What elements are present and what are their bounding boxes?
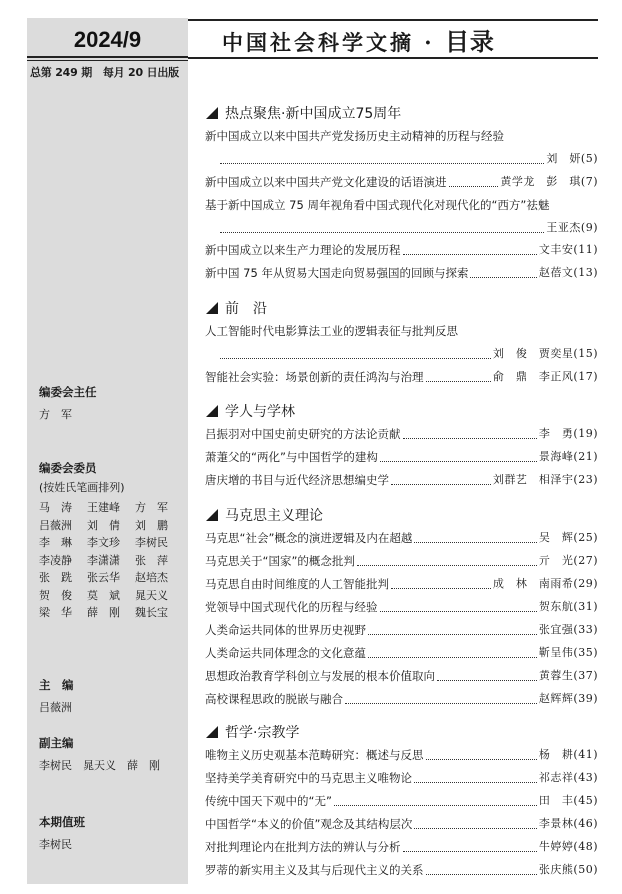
header-top-rule [188,19,598,21]
committee-list [39,499,183,622]
toc-entry-author-page: 景海峰(21) [538,450,598,463]
toc-entry-page: 17 [578,370,594,383]
issue-info: 总第 249 期 每月 20 日出版 [30,66,179,79]
section-heading [206,401,295,421]
toc-entry-author-page: 祁志祥(43) [538,771,598,784]
toc-entry-title: 马克思“社会”概念的演进逻辑及内在超越 [205,531,413,545]
toc-entry-page: 46 [578,817,594,830]
committee-row [39,604,183,622]
toc-entry-title: 新中国成立以来中国共产党发扬历史主动精神的历程与经验 [205,129,504,143]
toc-entry-continuation [218,345,598,363]
toc-entry-title: 新中国成立以来中国共产党文化建设的话语演进 [205,175,447,189]
toc-entry[interactable] [205,368,598,386]
toc-entry[interactable] [205,746,598,764]
toc-entry[interactable] [205,667,598,685]
toc-entry[interactable] [205,792,598,810]
toc-entry-title: 罗蒂的新实用主义及其与后现代主义的关系 [205,863,424,877]
toc-label: 目录 [444,27,495,56]
committee-member: 李树民 [135,536,168,549]
committee-row [39,534,183,552]
deputy-editor-names: 李树民 晁天义 薛 刚 [39,759,160,772]
toc-entry-authors: 祁志祥 [538,771,574,784]
toc-entry-author-page: 张庆熊(50) [538,863,598,876]
toc-entry-authors: 杨 耕 [538,748,574,761]
leader-dots [391,575,491,589]
toc-entry-author-page: 刘 妍(5) [546,152,598,165]
leader-dots [220,150,544,164]
committee-member: 薛 刚 [87,606,120,619]
committee-member: 魏长宝 [135,606,168,619]
toc-entry[interactable] [205,815,598,833]
toc-entry-authors: 黄学龙 彭 琪 [500,175,581,188]
toc-entry-title: 高校课程思政的脱嵌与融合 [205,692,343,706]
toc-entry[interactable] [205,196,598,214]
toc-entry-authors: 文丰安 [538,243,574,256]
leader-dots [403,425,537,439]
toc-entry[interactable] [205,529,598,547]
editor-name: 吕薇洲 [39,701,72,714]
toc-entry-page: 39 [578,692,594,705]
section-heading-text: 哲学·宗教学 [225,725,300,741]
toc-entry[interactable] [205,552,598,570]
toc-entry-authors: 李景林 [538,817,574,830]
leader-dots [426,368,491,382]
toc-entry[interactable] [205,598,598,616]
toc-entry-author-page: 吴 辉(25) [538,531,598,544]
leader-dots [345,690,537,704]
committee-member: 贺 俊 [39,588,72,602]
leader-dots [414,769,537,783]
committee-block [39,460,183,622]
toc-entry-author-page: 成 林 南雨希(29) [492,577,598,590]
sidebar-rule [27,60,188,61]
toc-entry-authors: 靳呈伟 [538,646,574,659]
toc-entry-authors: 赵辉辉 [538,692,574,705]
toc-entry-page: 23 [578,473,594,486]
toc-entry-title: 吕振羽对中国史前史研究的方法论贡献 [205,427,401,441]
leader-dots [357,552,537,566]
toc-entry-title: 人类命运共同体的世界历史视野 [205,623,366,637]
toc-entry-authors: 刘群艺 相泽宇 [492,473,574,486]
deputy-editor-label: 副主编 [39,736,74,750]
toc-entry-author-page: 刘 俊 贾奕星(15) [492,347,598,360]
toc-entry-authors: 赵蓓文 [538,266,574,279]
toc-entry-authors: 田 丰 [538,794,574,807]
toc-entry-title: 智能社会实验：场景创新的责任鸿沟与治理 [205,370,424,384]
committee-member: 李凌静 [39,553,72,567]
toc-entry-author-page: 李 勇(19) [538,427,598,440]
toc-entry-title: 传统中国天下观中的“无” [205,794,332,808]
toc-entry-page: 13 [578,266,594,279]
committee-member: 马 涛 [39,501,72,514]
committee-row [39,552,183,570]
issue-year: 2024/9 [73,27,142,52]
journal-name: 中国社会科学文摘 · [222,30,445,55]
committee-label: 编委会委员 [39,461,97,475]
toc-entry-page: 37 [578,669,594,682]
toc-entry-title: 基于新中国成立 75 周年视角看中国式现代化对现代化的“西方”祛魅 [205,198,550,212]
committee-member: 刘 鹏 [135,518,168,532]
toc-entry-author-page: 文丰安(11) [538,243,598,256]
triangle-bullet-icon [206,107,218,119]
toc-entry-author-page: 赵辉辉(39) [538,692,598,705]
editorial-director-block [39,384,97,424]
toc-entry-author-page: 刘群艺 相泽宇(23) [492,473,598,486]
triangle-bullet-icon [206,509,218,521]
toc-entry-title: 人工智能时代电影算法工业的逻辑表征与批判反思 [205,324,458,338]
toc-entry[interactable] [205,448,598,466]
editorial-director-label: 编委会主任 [39,385,97,399]
toc-entry[interactable] [205,425,598,443]
leader-dots [391,471,491,485]
section-heading-text: 前 沿 [225,301,267,317]
toc-entry-authors: 俞 鼎 李正风 [492,370,574,383]
toc-entry-page: 50 [578,863,594,876]
toc-entry[interactable] [205,471,598,489]
toc-entry-page: 41 [578,748,594,761]
toc-entry-title: 新中国 75 年从贸易大国走向贸易强国的回顾与探索 [205,266,469,280]
toc-entry-page: 35 [578,646,594,659]
toc-entry-title: 思想政治教育学科创立与发展的根本价值取向 [205,669,435,683]
leader-dots [380,598,537,612]
toc-entry-authors: 牛婷婷 [538,840,574,853]
leader-dots [220,345,491,359]
editor-label: 主 编 [39,678,74,692]
committee-row [39,569,183,587]
triangle-bullet-icon [206,405,218,417]
toc-entry-author-page: 李景林(46) [538,817,598,830]
toc-entry-authors: 张庆熊 [538,863,574,876]
toc-entry[interactable] [205,241,598,259]
leader-dots [368,644,537,658]
toc-entry-page: 19 [578,427,594,440]
committee-member: 刘 倩 [87,518,120,532]
committee-note: (按姓氏笔画排列) [39,481,125,494]
duty-editor-name: 李树民 [39,838,72,851]
toc-entry[interactable] [205,690,598,708]
toc-entry-author-page: 张宜强(33) [538,623,598,636]
toc-entry-authors: 黄蓉生 [538,669,574,682]
section-heading [206,722,299,742]
toc-entry[interactable] [205,621,598,639]
toc-entry-authors: 刘 俊 贾奕星 [492,347,574,360]
toc-entry-authors: 贺东航 [538,600,574,613]
toc-entry-title: 萧萐父的“两化”与中国哲学的建构 [205,450,378,464]
toc-entry-title: 中国哲学“本义的价值”观念及其结构层次 [205,817,413,831]
leader-dots [403,241,537,255]
committee-member: 梁 华 [39,606,72,619]
toc-entry[interactable] [205,861,598,879]
toc-entry-author-page: 黄学龙 彭 琪(7) [500,175,598,188]
toc-entry-page: 33 [578,623,594,636]
toc-entry-author-page: 杨 耕(41) [538,748,598,761]
toc-entry-title: 党领导中国式现代化的历程与经验 [205,600,378,614]
toc-entry-continuation [218,219,598,237]
editor-block [39,677,74,717]
toc-entry-page: 25 [578,531,594,544]
toc-entry-authors: 景海峰 [538,450,574,463]
duty-editor-label: 本期值班 [39,815,85,829]
toc-entry[interactable] [205,127,598,145]
toc-entry-title: 马克思自由时间维度的人工智能批判 [205,577,389,591]
toc-entry-title: 对批判理论内在批判方法的辨认与分析 [205,840,401,854]
toc-entry-authors: 亓 光 [538,554,574,567]
committee-member: 吕薇洲 [39,518,72,532]
toc-entry-author-page: 牛婷婷(48) [538,840,598,853]
leader-dots [449,173,499,187]
toc-entry-page: 21 [578,450,594,463]
committee-member: 方 军 [135,501,168,514]
leader-dots [368,621,537,635]
toc-entry-authors: 刘 妍 [546,152,581,165]
committee-member: 张 跣 [39,571,72,584]
toc-entry-page: 31 [578,600,594,613]
sidebar-rule [27,56,188,58]
editorial-director-name: 方 军 [39,408,72,421]
toc-entry-title: 唐庆增的书目与近代经济思想编史学 [205,473,389,487]
toc-entry-page: 11 [578,243,594,256]
toc-entry-page: 9 [585,221,594,234]
committee-member: 李潇潇 [87,553,120,567]
leader-dots [414,529,536,543]
toc-entry-author-page: 黄蓉生(37) [538,669,598,682]
sidebar-masthead [27,18,188,884]
toc-entry-page: 27 [578,554,594,567]
toc-entry-author-page: 王亚杰(9) [546,221,598,234]
toc-entry-page: 5 [585,152,594,165]
committee-member: 李 琳 [39,536,72,549]
journal-title [222,22,495,57]
committee-member: 张云华 [87,571,120,584]
leader-dots [334,792,537,806]
toc-entry-page: 15 [578,347,594,360]
toc-entry-authors: 吴 辉 [538,531,574,544]
leader-dots [220,219,544,233]
committee-member: 莫 斌 [87,588,120,602]
header-bottom-rule [188,57,598,59]
section-heading [206,103,401,123]
section-heading [206,505,323,525]
toc-entry-title: 马克思关于“国家”的概念批判 [205,554,355,568]
leader-dots [403,838,537,852]
toc-entry-authors: 张宜强 [538,623,574,636]
toc-entry-author-page: 赵蓓文(13) [538,266,598,279]
leader-dots [426,861,537,875]
committee-row [39,587,183,605]
toc-entry-page: 48 [578,840,594,853]
toc-entry[interactable] [205,838,598,856]
leader-dots [470,264,536,278]
committee-member: 晁天义 [135,588,168,602]
section-heading-text: 马克思主义理论 [225,508,323,524]
toc-entry-page: 7 [585,175,594,188]
toc-entry-author-page: 田 丰(45) [538,794,598,807]
section-heading [206,298,267,318]
leader-dots [380,448,537,462]
section-heading-text: 学人与学林 [225,404,295,420]
toc-entry-page: 43 [578,771,594,784]
toc-entry-author-page: 靳呈伟(35) [538,646,598,659]
toc-entry-title: 新中国成立以来生产力理论的发展历程 [205,243,401,257]
leader-dots [414,815,536,829]
committee-row [39,517,183,535]
toc-entry-authors: 王亚杰 [546,221,581,234]
duty-editor-block [39,814,85,854]
toc-entry-authors: 李 勇 [538,427,574,440]
triangle-bullet-icon [206,726,218,738]
toc-entry[interactable] [205,264,598,282]
toc-entry-authors: 成 林 南雨希 [492,577,574,590]
toc-entry-author-page: 贺东航(31) [538,600,598,613]
toc-entry-page: 29 [578,577,594,590]
toc-entry-title: 坚持美学美育研究中的马克思主义唯物论 [205,771,412,785]
toc-entry-continuation [218,150,598,168]
section-heading-text: 热点聚焦·新中国成立75周年 [225,106,402,122]
toc-entry[interactable] [205,575,598,593]
toc-entry-author-page: 俞 鼎 李正风(17) [492,370,598,383]
toc-entry[interactable] [205,769,598,787]
deputy-editor-block [39,735,160,775]
committee-member: 赵培杰 [135,571,168,584]
toc-entry[interactable] [205,173,598,191]
committee-member: 张 萍 [135,553,168,567]
toc-entry[interactable] [205,322,598,340]
leader-dots [437,667,537,681]
toc-entry-title: 人类命运共同体理念的文化意蕴 [205,646,366,660]
toc-entry-author-page: 亓 光(27) [538,554,598,567]
toc-entry-page: 45 [578,794,594,807]
toc-entry[interactable] [205,644,598,662]
committee-member: 李文珍 [87,536,120,549]
toc-entry-title: 唯物主义历史观基本范畴研究：概述与反思 [205,748,424,762]
triangle-bullet-icon [206,302,218,314]
leader-dots [426,746,537,760]
committee-row [39,499,183,517]
committee-member: 王建峰 [87,501,120,514]
